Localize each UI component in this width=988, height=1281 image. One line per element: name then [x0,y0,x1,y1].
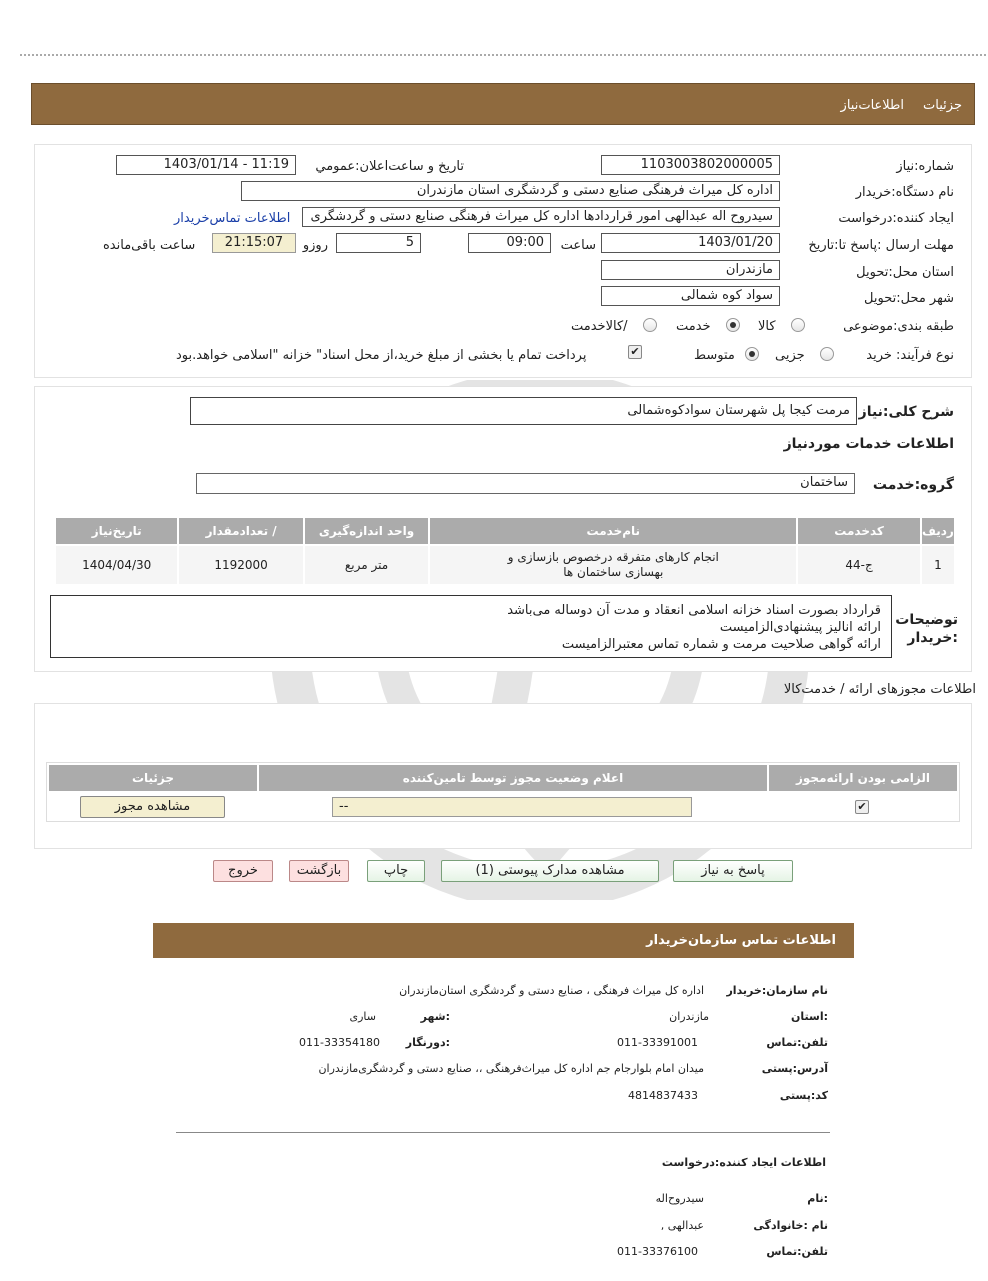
buyer-contact-link[interactable]: اطلاعات تماس‌خریدار [174,211,291,226]
category-service-label: خدمت [676,319,711,334]
cell-code: ج-44 [798,546,919,584]
city-field: سواد کوه شمالی [601,286,780,306]
days-label: روزو [302,238,328,253]
need-number-label: شماره:نیاز [896,159,954,174]
tab-need-info[interactable]: اطلاعات‌نیاز [840,98,904,113]
days-field: 5 [336,233,421,253]
cell-name [430,546,796,584]
contact-postal-value: 4814837433 [628,1089,698,1102]
table-row [56,546,954,584]
contact-org-label: نام سازمان:خریدار [726,984,828,997]
buyer-notes-box [50,595,892,658]
category-goods-service-label: /کالاخدمت [571,319,628,334]
announce-date-label: تاریخ و ساعت‌اعلان:عمومي [315,159,464,174]
creator-family-value: عبدالهی , [660,1219,704,1232]
permit-status-field: -- [332,797,692,817]
col-header-unit: واحد اندازه‌گیری [305,518,428,544]
province-label: استان محل:تحویل [856,265,954,280]
deadline-date-field: 1403/01/20 [601,233,780,253]
contact-header-bar [153,923,854,958]
cell-row: 1 [922,546,954,584]
buyer-notes-label: توضیحات :خریدار [895,612,958,646]
contact-fax-label: :دورنگار [405,1036,450,1049]
creator-phone-value: 011-33376100 [617,1245,698,1258]
category-label: طبقه بندی:موضوعی [843,319,954,334]
category-goods-radio[interactable] [791,318,805,332]
service-group-field: ساختمان [196,473,855,494]
cell-qty: 1192000 [179,546,302,584]
need-number-field: 1103003802000005 [601,155,780,175]
city-label: شهر محل:تحویل [864,291,954,306]
contact-postal-label: کد:پستی [779,1089,828,1102]
view-attachments-button[interactable]: مشاهده مدارک پیوستی (1) [441,860,659,882]
payment-note: پرداخت تمام یا بخشی از مبلغ خرید،از محل اسناد" خزانه "اسلامی خواهد.بود [176,348,587,363]
page-header-bar [31,83,975,125]
process-minor-radio[interactable] [820,347,834,361]
col-header-name: نام‌خدمت [430,518,796,544]
print-button[interactable]: چاپ [367,860,425,882]
contact-title: اطلاعات تماس سازمان‌خریدار [646,933,836,948]
creator-info-title: اطلاعات ایجاد کننده:درخواست [661,1156,826,1169]
contact-address-value: میدان امام بلوارجام جم اداره کل میراث‌فرهنگی ،، صنایع دستی و گردشگری‌مازندران [318,1062,704,1075]
deadline-time-field: 09:00 [468,233,551,253]
deadline-time-label: ساعت [560,238,596,253]
buyer-label: نام دستگاه:خریدار [855,185,954,200]
contact-city-label: :شهر [420,1010,450,1023]
contact-org-value: اداره کل میراث فرهنگی ، صنایع دستی و گردشگری استان‌مازندران [399,984,704,997]
cell-name-line1: انجام کارهای متفرقه درخصوص بازسازی و [507,550,719,564]
cell-unit: متر مربع [305,546,428,584]
service-group-label: گروه:خدمت [872,477,954,493]
remaining-time-label: ساعت باقی‌مانده [103,238,196,253]
permits-header-required: الزامی بودن ارائه‌مجوز [769,765,957,791]
creator-phone-label: تلفن:تماس [766,1245,828,1258]
col-header-date: تاریخ‌نیاز [56,518,177,544]
creator-name-value: سیدروح‌اله [655,1192,704,1205]
category-goods-service-radio[interactable] [643,318,657,332]
creator-label: ایجاد کننده:درخواست [838,211,954,226]
col-header-row: ردیف [922,518,954,544]
view-permit-button[interactable]: مشاهده مجوز [80,796,225,818]
announce-date-field: 1403/01/14 - 11:19 [116,155,296,175]
permit-required-checkbox: ✔ [855,800,869,814]
remaining-time-field: 21:15:07 [212,233,296,253]
col-header-code: کدخدمت [798,518,919,544]
need-description-label: شرح کلی:نیاز [858,404,954,420]
tab-details[interactable]: جزئیات [923,98,962,113]
permits-table [46,762,960,822]
creator-field: سیدروح اله عبدالهی امور قراردادها اداره کل میراث فرهنگی صنایع دستی و گردشگری [302,207,780,227]
process-medium-label: متوسط [694,348,735,363]
payment-treasury-checkbox[interactable]: ✔ [628,345,642,359]
contact-phone-value: 011-33391001 [617,1036,698,1049]
buyer-note-line: ارائه گواهی صلاحیت مرمت و شماره تماس معتبرالزامیست [561,637,881,652]
need-info-panel [34,144,972,378]
category-service-radio[interactable] [726,318,740,332]
reply-to-need-button[interactable]: پاسخ به نیاز [673,860,793,882]
creator-name-label: :نام [807,1192,828,1205]
permits-title: اطلاعات مجوزهای ارائه / خدمت‌کالا [783,682,976,697]
top-dotted-divider [20,54,986,56]
deadline-label: مهلت ارسال :پاسخ تا:تاریخ [808,238,954,253]
buyer-note-line: ارائه انالیز پیشنهادی‌الزامیست [719,620,881,635]
province-field: مازندران [601,260,780,280]
cell-date: 1404/04/30 [56,546,177,584]
col-header-qty: / تعدادمقدار [179,518,302,544]
services-section-title: اطلاعات خدمات مورد‌نیاز [783,436,954,452]
process-medium-radio[interactable] [745,347,759,361]
contact-address-label: آدرس:پستی [761,1062,828,1075]
permits-header-details: جزئیات [49,765,257,791]
need-description-field: مرمت کیجا پل شهرستان سوادکوه‌شمالی [190,397,857,425]
contact-city-value: ساری [349,1010,376,1023]
services-table [54,516,956,586]
contact-province-value: مازندران [669,1010,709,1023]
cell-name-line2: بهسازی ساختمان ها [563,565,664,579]
process-type-label: نوع فرآیند: خرید [866,348,954,363]
category-goods-label: کالا [758,319,776,334]
buyer-note-line: قرارداد بصورت اسناد خزانه اسلامی انعقاد و مدت آن دوساله می‌باشد [507,603,881,618]
buyer-field: اداره کل میراث فرهنگی صنایع دستی و گردشگری استان مازندران [241,181,780,201]
exit-button[interactable]: خروج [213,860,273,882]
back-button[interactable]: بازگشت [289,860,349,882]
contact-province-label: :استان [791,1010,828,1023]
contact-fax-value: 011-33354180 [299,1036,380,1049]
contact-phone-label: تلفن:تماس [766,1036,828,1049]
permits-header-status: اعلام وضعیت مجوز توسط تامین‌کننده [259,765,767,791]
process-minor-label: جزیی [775,348,805,363]
creator-family-label: نام :خانوادگی [753,1219,828,1232]
contact-divider [176,1132,830,1133]
